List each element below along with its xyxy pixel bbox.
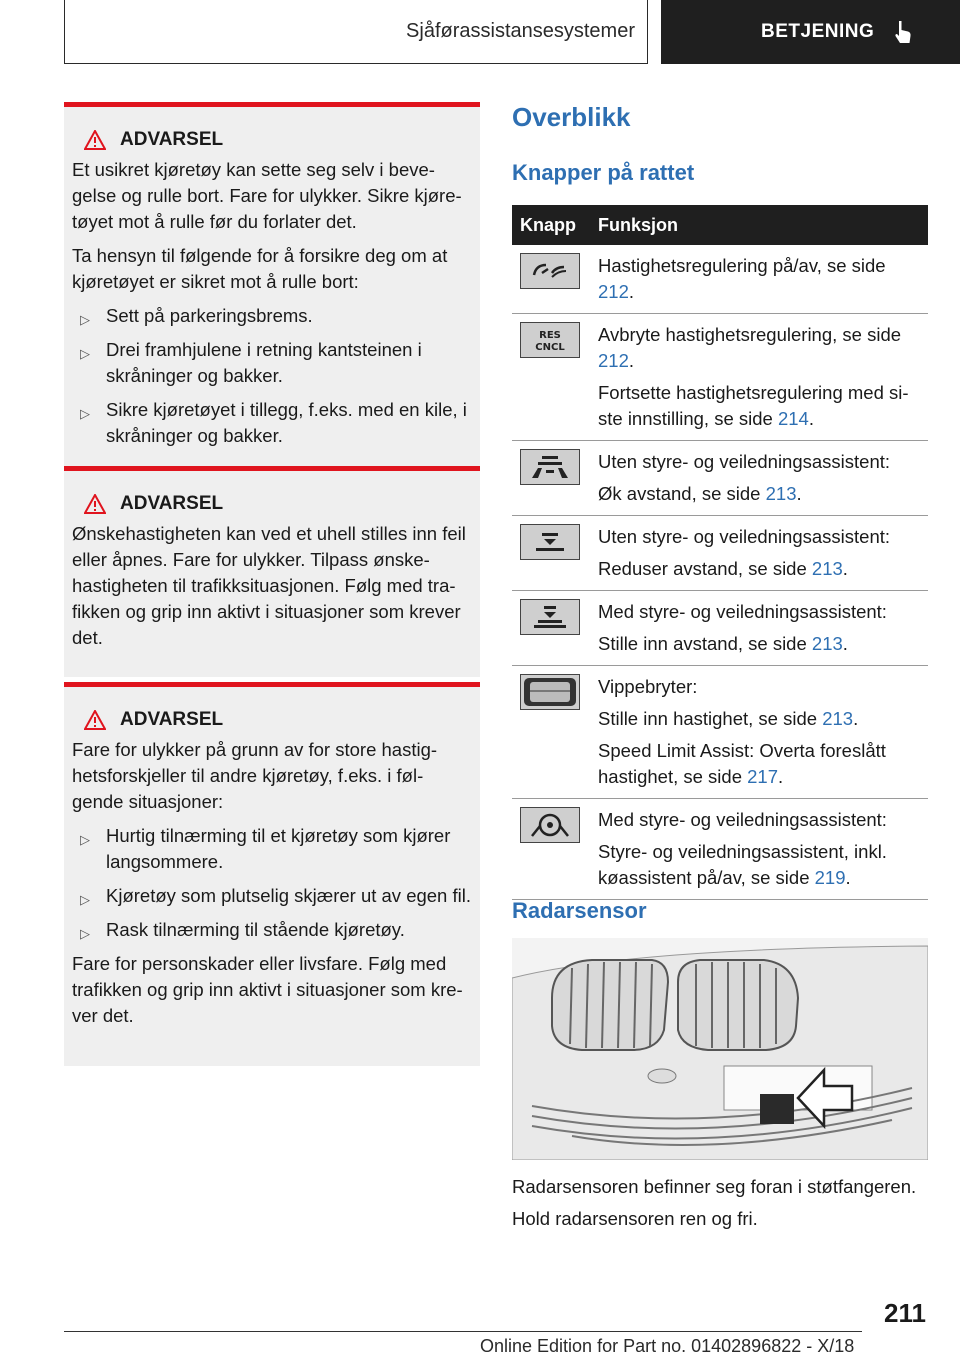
function-text: Hastighetsregulering på/av, se side 212.: [598, 255, 886, 302]
bullet-triangle-icon: ▷: [80, 892, 90, 907]
warning-text: Fare for ulykker på grunn av for store hastig-hetsforskjeller til andre kjøretøy, f.eks. i føl-gende situasjoner:: [72, 739, 438, 812]
function-cell: [590, 666, 928, 799]
list-item: ▷ Sett på parkeringsbrems.: [72, 303, 472, 329]
list-item: ▷ Kjøretøy som plutselig skjærer ut av egen fil.: [72, 883, 472, 909]
function-text: Uten styre- og veiledningsassistent:: [598, 451, 891, 472]
warning-box: [64, 102, 480, 475]
function-cell: [590, 245, 928, 314]
section-header: [64, 0, 648, 64]
warning-title: ADVARSEL: [120, 129, 224, 150]
bullet-triangle-icon: ▷: [80, 312, 90, 327]
function-text: Stille inn hastighet, se side 213.: [598, 708, 859, 729]
table-row: [512, 245, 928, 314]
warning-text: Ta hensyn til følgende for å forsikre deg om at kjøretøyet er sikret mot å rulle bort:: [72, 245, 448, 292]
warning-text: Ønskehastigheten kan ved et uhell stilles inn feil eller åpnes. Fare for ulykker. Tilpass ønske-hastigheten til trafikksituasjonen. Følg med tra-fikken og grip inn aktivt i situasjoner som krever det.: [72, 523, 466, 648]
function-text: Med styre- og veiledningsassistent:: [598, 601, 887, 622]
svg-text:CNCL: CNCL: [535, 342, 565, 353]
column-header: Funksjon: [590, 205, 928, 245]
function-text: Speed Limit Assist: Overta foreslått hastighet, se side 217.: [598, 740, 886, 787]
function-text: Øk avstand, se side 213.: [598, 483, 802, 504]
list-item: ▷ Rask tilnærming til stående kjøretøy.: [72, 917, 472, 943]
function-text: Med styre- og veiledningsassistent:: [598, 809, 887, 830]
page-link[interactable]: 212: [598, 281, 629, 302]
table-row: [512, 314, 928, 441]
page-link[interactable]: 213: [765, 483, 797, 504]
function-cell: [590, 591, 928, 666]
rocker-switch-icon: [520, 674, 580, 710]
function-text: Styre- og veiledningsassistent, inkl. køassistent på/av, se side 219.: [598, 841, 887, 888]
table-header-row: [512, 205, 928, 245]
hand-pointer-icon: [892, 19, 914, 45]
page-link[interactable]: 213: [811, 633, 843, 654]
function-text: Uten styre- og veiledningsassistent:: [598, 526, 891, 547]
section-heading: Radarsensor: [512, 898, 647, 923]
table-row: [512, 591, 928, 666]
function-text: Stille inn avstand, se side 213.: [598, 633, 848, 654]
warning-title: ADVARSEL: [120, 709, 224, 730]
page-link[interactable]: 219: [814, 867, 846, 888]
warning-triangle-icon: [84, 130, 106, 150]
radar-caption: Hold radarsensoren ren og fri.: [512, 1208, 758, 1229]
table-row: [512, 516, 928, 591]
buttons-table: [512, 205, 928, 900]
warning-box: [64, 682, 480, 1066]
distance-decrease-icon: [520, 524, 580, 560]
svg-text:RES: RES: [539, 330, 561, 341]
warning-text: Et usikret kjøretøy kan sette seg selv i beve-gelse og rulle bort. Fare for ulykker. Sikre kjøre-tøyet mot å rulle før du forlater det.: [72, 159, 462, 232]
res-cncl-icon: [520, 322, 580, 358]
table-row: [512, 666, 928, 799]
warning-triangle-icon: [84, 494, 106, 514]
warning-list: [72, 303, 472, 449]
function-text: Reduser avstand, se side 213.: [598, 558, 848, 579]
function-text: Vippebryter:: [598, 676, 698, 697]
function-cell: [590, 799, 928, 900]
list-item: ▷ Sikre kjøretøyet i tillegg, f.eks. med en kile, i skråninger og bakker.: [80, 399, 467, 446]
bullet-triangle-icon: ▷: [80, 832, 90, 847]
warning-triangle-icon: [84, 710, 106, 730]
warning-text: Fare for personskader eller livsfare. Følg med trafikken og grip inn aktivt i situasjoner som kre-ver det.: [72, 953, 463, 1026]
list-item: ▷ Hurtig tilnærming til et kjøretøy som kjører langsommere.: [80, 825, 451, 872]
distance-increase-icon: [520, 449, 580, 485]
page-link[interactable]: 213: [822, 708, 854, 729]
steering-assist-icon: [520, 807, 580, 843]
section-title: Sjåførassistansesystemer: [406, 20, 635, 42]
function-text: Avbryte hastighetsregulering, se side 212.: [598, 324, 902, 371]
chapter-title: BETJENING: [761, 21, 875, 42]
bullet-triangle-icon: ▷: [80, 926, 90, 941]
page-link[interactable]: 212: [598, 350, 629, 371]
page-link[interactable]: 214: [777, 408, 809, 429]
page-link[interactable]: 217: [747, 766, 778, 787]
radar-caption: Radarsensoren befinner seg foran i støtfangeren.: [512, 1176, 917, 1197]
column-header: Knapp: [512, 205, 590, 245]
distance-set-icon: [520, 599, 580, 635]
warning-list: [72, 823, 472, 943]
page-title: Overblikk: [512, 102, 631, 132]
bullet-triangle-icon: ▷: [80, 346, 90, 361]
list-item: ▷ Drei framhjulene i retning kantsteinen i skråninger og bakker.: [80, 339, 422, 386]
table-row: [512, 799, 928, 900]
chapter-tab[interactable]: [661, 0, 960, 64]
function-cell: [590, 314, 928, 441]
function-cell: [590, 441, 928, 516]
bullet-triangle-icon: ▷: [80, 406, 90, 421]
footer-edition: Online Edition for Part no. 01402896822 - X/18: [480, 1336, 855, 1356]
page-number: 211: [884, 1298, 926, 1328]
section-heading: Knapper på rattet: [512, 160, 695, 185]
function-text: Fortsette hastighetsregulering med si-ste innstilling, se side 214.: [598, 382, 909, 429]
warning-title: ADVARSEL: [120, 493, 224, 514]
speed-control-icon: [520, 253, 580, 289]
radar-sensor-illustration: [512, 938, 928, 1160]
page-link[interactable]: 213: [811, 558, 843, 579]
function-cell: [590, 516, 928, 591]
footer-divider: [64, 1331, 862, 1332]
table-row: [512, 441, 928, 516]
warning-box: [64, 466, 480, 677]
